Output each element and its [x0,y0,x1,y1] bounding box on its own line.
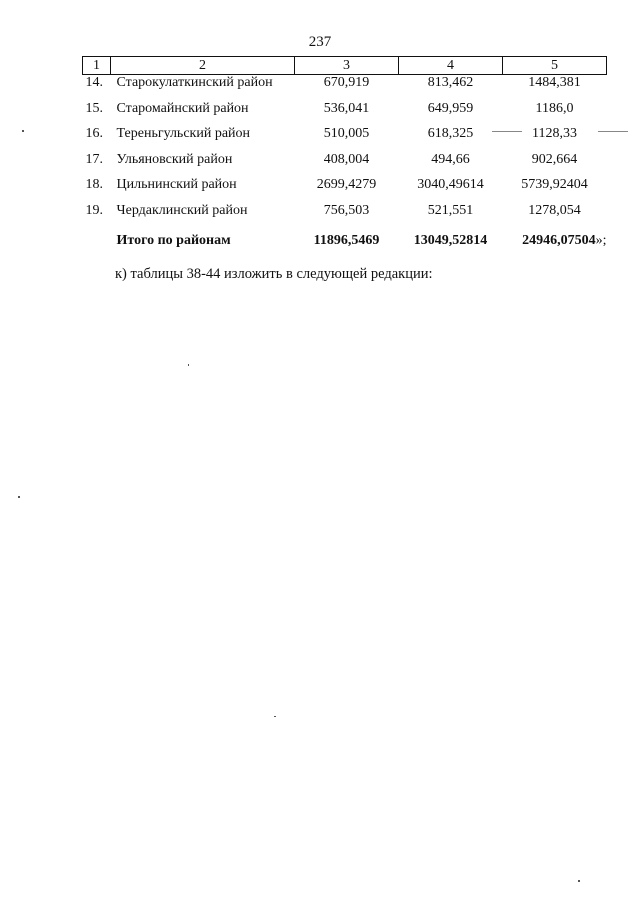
scan-dash [492,131,522,132]
page-number: 237 [308,34,332,50]
value-col-5: 1484,381 [528,75,581,90]
value-col-3: 2699,4279 [316,177,377,192]
total-label: Итого по районам [116,233,231,248]
total-col-4: 13049,52814 [413,233,488,248]
value-col-4: 813,462 [427,75,474,90]
column-header-1: 1 [83,57,111,75]
value-col-3: 756,503 [323,202,370,218]
row-number: 17. [85,151,103,167]
column-header-2: 2 [111,57,295,75]
value-col-5: 5739,92404 [521,177,588,192]
row-number: 15. [85,100,103,116]
value-col-3: 536,041 [323,100,370,116]
value-col-4: 521,551 [427,202,474,218]
amendment-note: к) таблицы 38-44 изложить в следующей редакции: [115,266,433,282]
scan-speck [578,880,580,882]
district-name: Чердаклинский район [116,202,248,218]
value-col-4: 3040,49614 [417,177,484,192]
total-col-3: 11896,5469 [313,233,380,248]
value-col-4: 618,325 [427,126,474,141]
value-col-5: 1186,0 [535,100,574,116]
scan-speck [188,364,189,366]
row-number: 14. [85,75,103,90]
column-header-3: 3 [295,57,399,75]
value-col-5: 1128,33 [532,126,577,141]
column-header-4: 4 [399,57,503,75]
total-col-5 [503,228,607,254]
table-header-row [83,57,607,75]
table-row [83,101,607,127]
total-col-5-suffix: »; [595,233,607,248]
row-number: 19. [85,202,103,218]
row-number: 18. [85,177,103,192]
column-header-5: 5 [503,57,607,75]
value-col-3: 408,004 [323,151,370,167]
table-row [83,203,607,229]
table-row [83,75,607,101]
total-empty-cell [83,228,111,254]
district-name: Ульяновский район [116,151,233,167]
value-col-3: 670,919 [323,75,370,90]
total-col-5-value: 24946,07504 [522,233,596,248]
table-row [83,177,607,203]
value-col-4: 649,959 [427,100,474,116]
table-row [83,126,607,152]
district-name: Тереньгульский район [116,126,251,141]
scan-dash [598,131,628,132]
value-col-4: 494,66 [431,151,470,167]
scan-speck [274,716,276,717]
district-table [82,56,607,254]
value-col-5: 1278,054 [528,202,581,218]
district-name: Старокулаткинский район [116,75,273,90]
row-number: 16. [85,126,103,141]
table-row [83,152,607,178]
district-name: Старомайнский район [116,100,249,116]
total-row [83,228,607,254]
value-col-3: 510,005 [323,126,370,141]
scan-speck [18,496,20,498]
district-name: Цильнинский район [116,177,237,192]
value-col-5: 902,664 [531,151,578,167]
scan-speck [22,130,24,132]
